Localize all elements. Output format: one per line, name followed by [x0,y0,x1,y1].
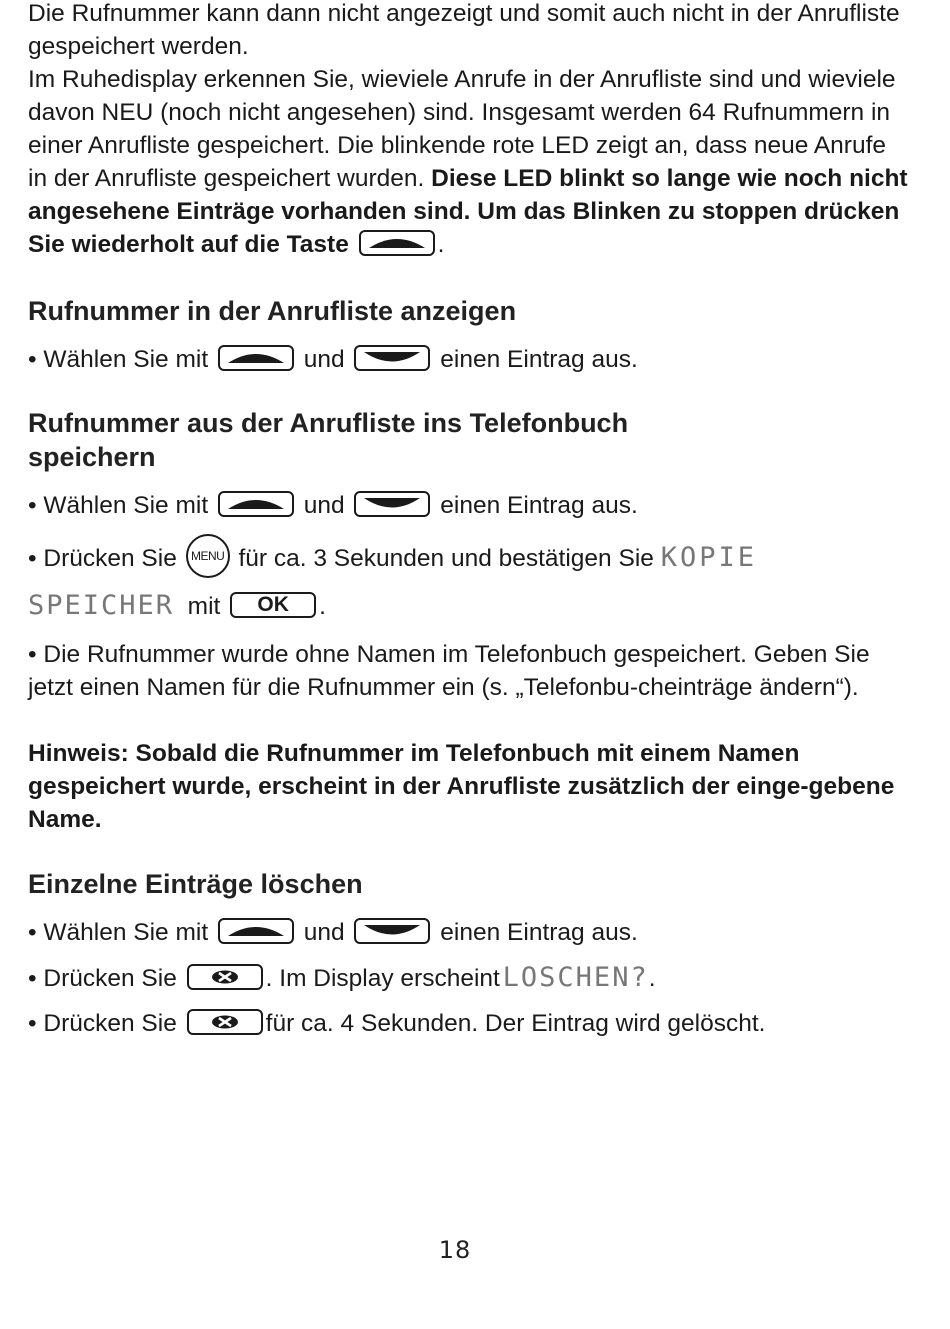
item-text: für ca. 4 Sekunden. Der Eintrag wird gelöscht. [265,1010,766,1037]
item-text: . [319,593,326,620]
page-number: 18 [438,1236,472,1264]
item-text: • Wählen Sie mit [28,919,209,946]
up-key-icon [218,918,294,944]
item-text: mit [187,593,221,620]
delete-key-icon [187,1009,263,1035]
item-text: einen Eintrag aus. [440,919,638,946]
section2-title-line2: speichern [28,442,156,472]
lcd-text-loschen: LOSCHEN? [502,962,649,993]
item-text: und [303,346,345,373]
intro-line2: Im Ruhedisplay erkennen Sie, wieviele Anrufe in der Anrufliste sind und wieviele davon NEU (noch nicht angesehen) sind. Insgesamt werden 64 Rufnummern in einer Anrufliste gespeichert. Die blinkende rote LED zeigt an, dass neue Anrufe in der Anrufliste gespeichert wurden. [28,66,896,192]
section1-item1 [28,343,908,376]
section2-item1 [28,489,908,522]
intro-bold-text: Diese LED blinkt so lange wie noch nicht angesehene Einträge vorhanden sind. Um das Blinken zu stoppen drücken Sie wiederholt auf die Taste [28,165,908,258]
note-paragraph: Hinweis: Sobald die Rufnummer im Telefonbuch mit einem Namen gespeichert wurde, erscheint in der Anrufliste zusätzlich der einge-gebene Name. [28,740,895,833]
item-text: • Drücken Sie [28,1010,177,1037]
item-text: und [303,919,345,946]
section3-item1 [28,916,908,949]
item-text: • Drücken Sie [28,545,177,572]
up-key-icon [359,230,435,256]
section2-item2 [28,534,908,630]
lcd-text-kopie: KOPIE [660,542,757,573]
item-text: • Wählen Sie mit [28,346,209,373]
section2-title [28,406,908,474]
delete-key-icon [187,964,263,990]
section2-item3: • Die Rufnummer wurde ohne Namen im Telefonbuch gespeichert. Geben Sie jetzt einen Namen für die Rufnummer ein (s. „Telefonbu-cheinträge ändern“). [28,641,870,701]
intro-line1: Die Rufnummer kann dann nicht angezeigt und somit auch nicht in der Anrufliste gespeichert werden. [28,0,900,60]
section3-title: Einzelne Einträge löschen [28,869,363,899]
item-text: • Drücken Sie [28,965,177,992]
item-text: für ca. 3 Sekunden und bestätigen Sie [238,545,654,572]
intro-paragraph [28,0,908,261]
menu-key-icon: MENU [186,534,230,578]
section3-item3 [28,1007,908,1040]
down-key-icon [354,491,430,517]
down-key-icon [354,345,430,371]
item-text: . Im Display erscheint [265,965,500,992]
item-text: und [303,492,345,519]
intro-end: . [437,231,445,258]
ok-key-icon: OK [230,592,316,618]
up-key-icon [218,345,294,371]
down-key-icon [354,918,430,944]
item-text: einen Eintrag aus. [440,492,638,519]
lcd-text-speicher: SPEICHER [28,590,175,621]
section2-title-line1: Rufnummer aus der Anrufliste ins Telefonbuch [28,408,629,438]
item-text: • Wählen Sie mit [28,492,209,519]
item-text: einen Eintrag aus. [440,346,638,373]
manual-page [28,0,908,1040]
section3-item2 [28,961,908,995]
up-key-icon [218,491,294,517]
section1-title: Rufnummer in der Anrufliste anzeigen [28,296,517,326]
item-text: . [648,965,656,992]
